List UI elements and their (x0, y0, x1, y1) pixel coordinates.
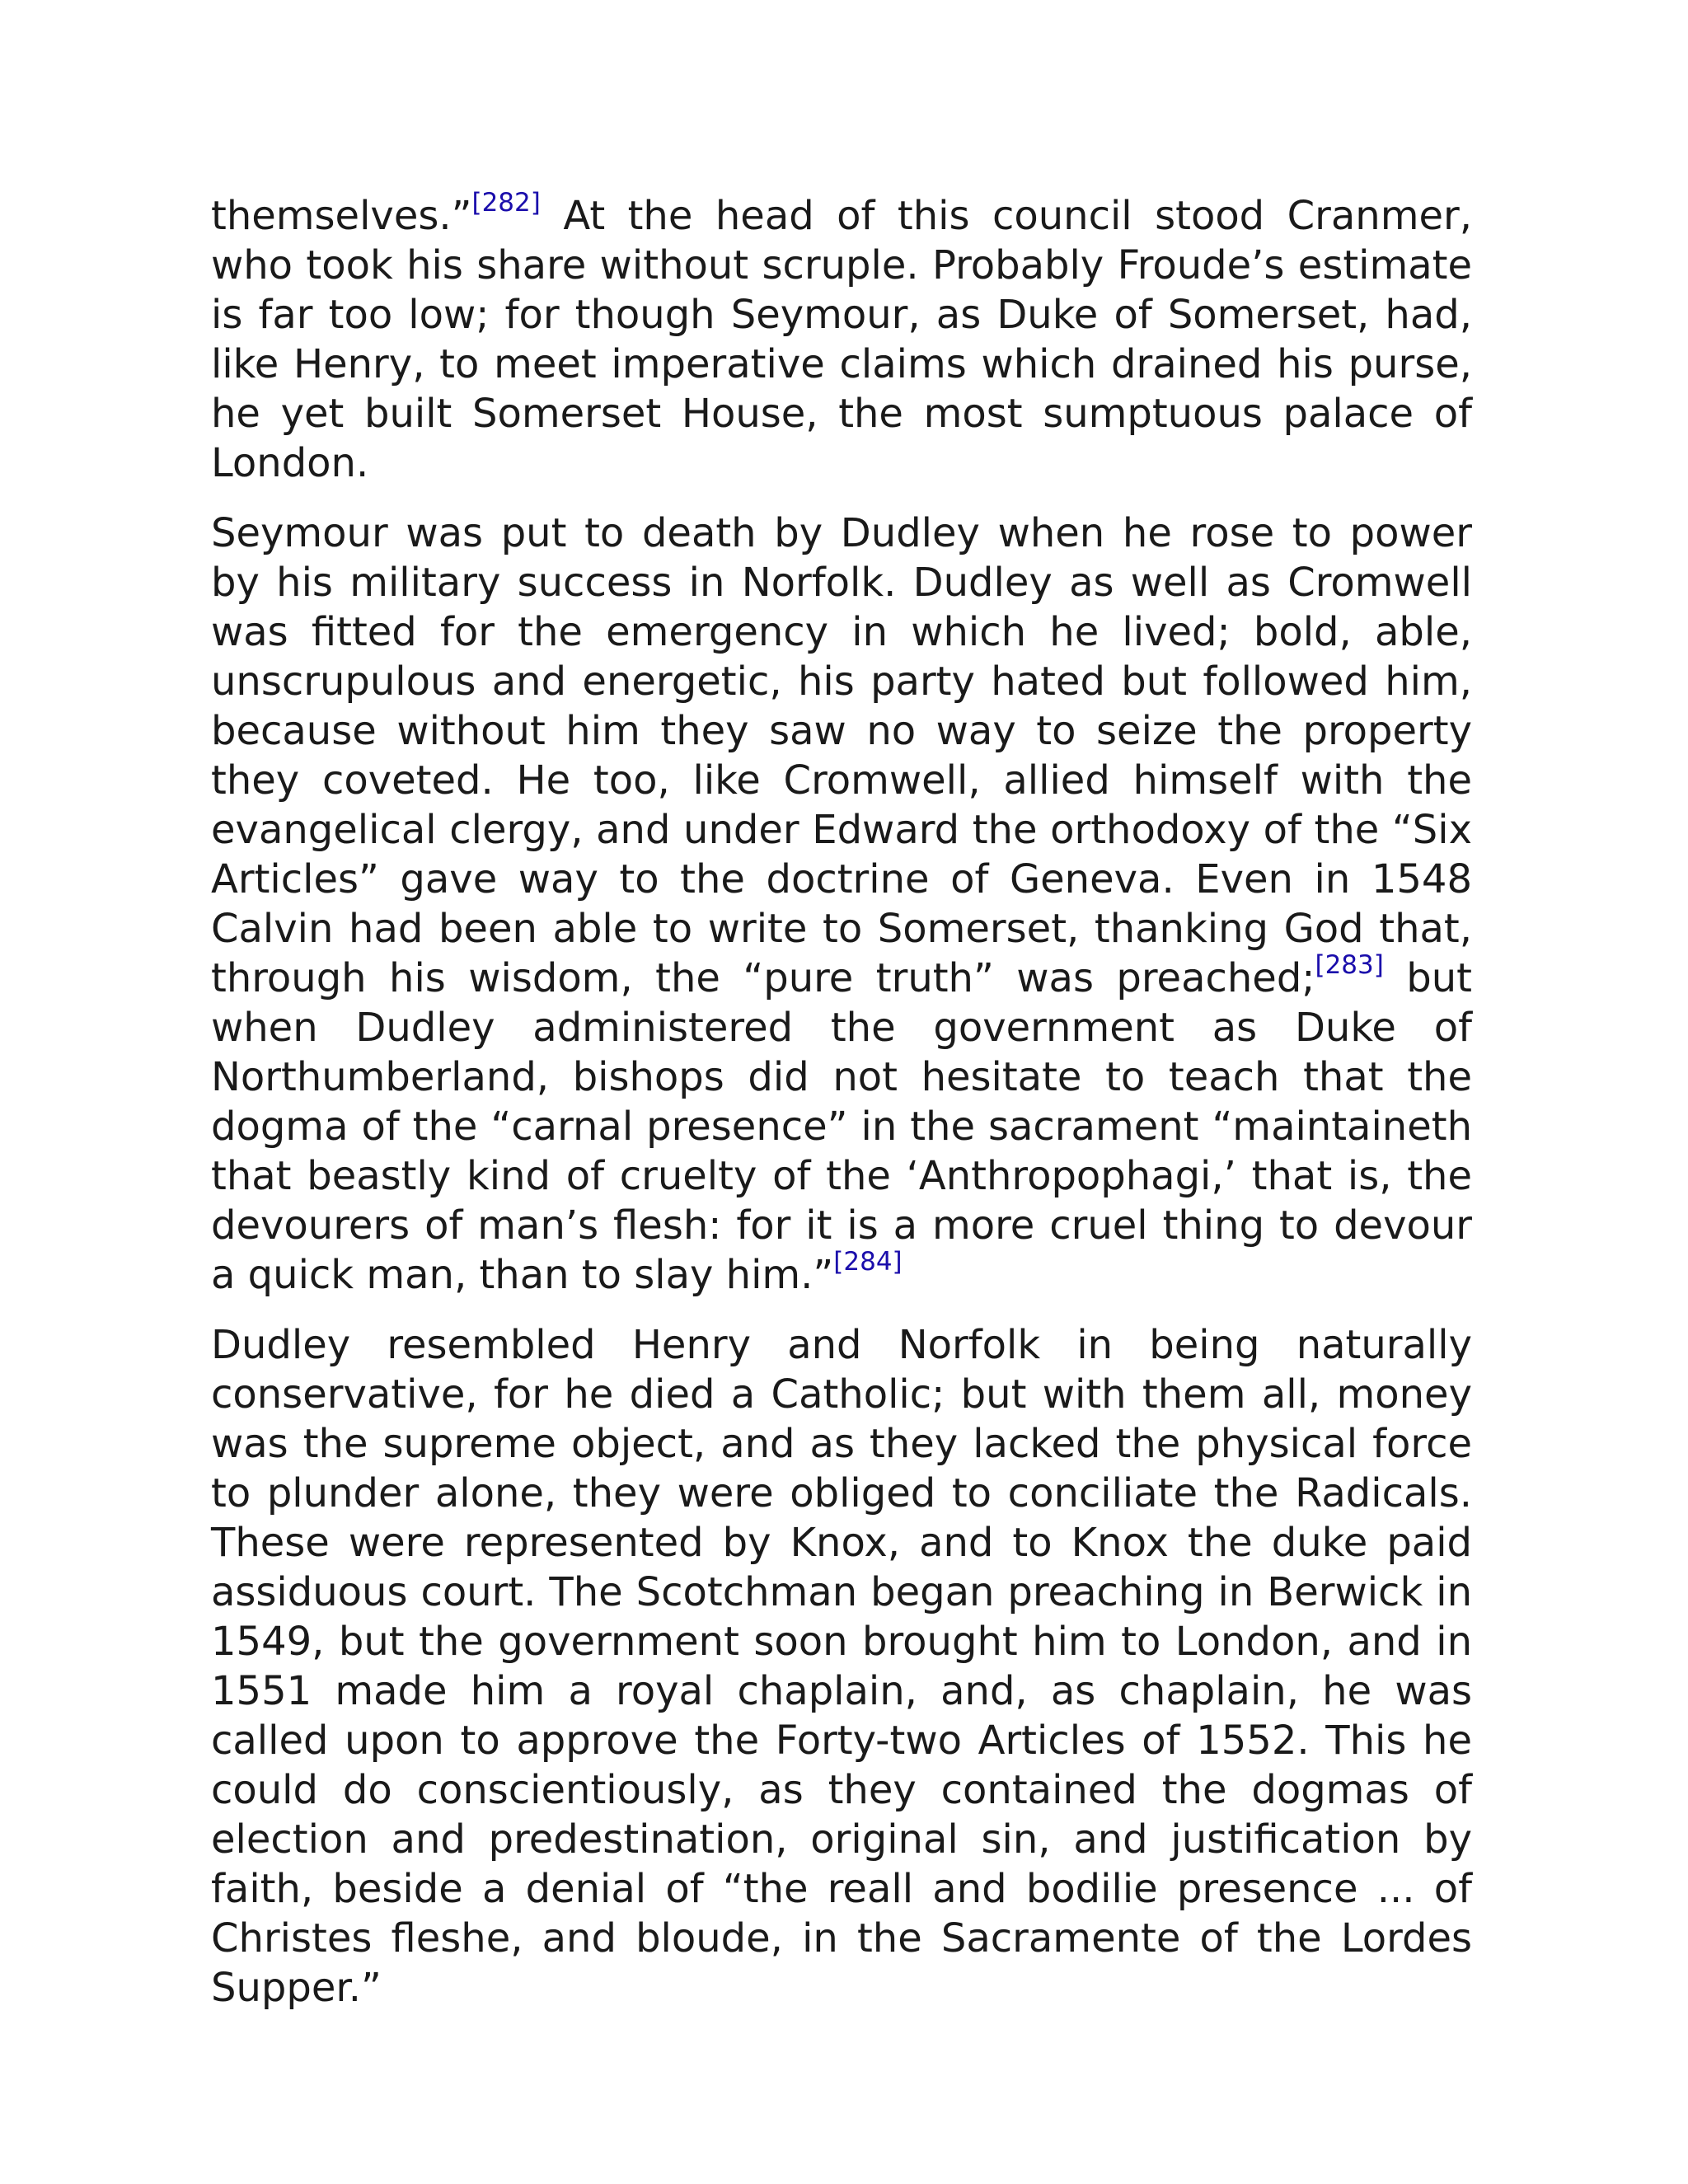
footnote-link-284[interactable]: [284] (833, 1247, 903, 1277)
paragraph-text: Seymour was put to death by Dudley when he rose to power by his military success in Norfolk. Dudley as well as Cromwell was fitted for the emergency in which he lived; bold, able, unscrupulous and energetic, his party hated but followed him, because without him they saw no way to seize the property they coveted. He too, like Cromwell, allied himself with the evangelical clergy, and under Edward the orthodoxy of the “Six Articles” gave way to the doctrine of Geneva. Even in 1548 Calvin had been able to write to Somerset, thanking God that, through his wisdom, the “pure truth” was preached; (211, 510, 1472, 1001)
paragraph-text: At the head of this council stood Cranmer, who took his share without scruple. Probably Froude’s estimate is far too low; for though Seymour, as Duke of Somerset, had, like Henry, to meet imperative claims which drained his purse, he yet built Somerset House, the most sumptuous palace of London. (211, 193, 1472, 486)
footnote-link-283[interactable]: [283] (1315, 950, 1384, 980)
footnote-link-282[interactable]: [282] (471, 188, 541, 218)
paragraph-1 (211, 188, 1472, 488)
paragraph-text: Dudley resembled Henry and Norfolk in being naturally conservative, for he died a Catholic; but with them all, money was the supreme object, and as they lacked the physical force to plunder alone, they were obliged to conciliate the Radicals. These were represented by Knox, and to Knox the duke paid assiduous court. The Scotchman began preaching in Berwick in 1549, but the government soon brought him to London, and in 1551 made him a royal chaplain, and, as chaplain, he was called upon to approve the Forty-two Articles of 1552. This he could do conscientiously, as they contained the dogmas of election and predestination, original sin, and justification by faith, beside a denial of “the reall and bodilie presence ... of Christes fleshe, and bloude, in the Sacramente of the Lordes Supper.” (211, 1322, 1472, 2011)
paragraph-2 (211, 509, 1472, 1300)
paragraph-text: but when Dudley administered the government as Duke of Northumberland, bishops did not hesitate to teach that the dogma of the “carnal presence” in the sacrament “maintaineth that beastly kind of cruelty of the ‘Anthropophagi,’ that is, the devourers of man’s flesh: for it is a more cruel thing to devour a quick man, than to slay him.” (211, 955, 1472, 1298)
paragraph-text: themselves.” (211, 193, 472, 239)
document-page (211, 188, 1472, 2033)
paragraph-3 (211, 1320, 1472, 2013)
